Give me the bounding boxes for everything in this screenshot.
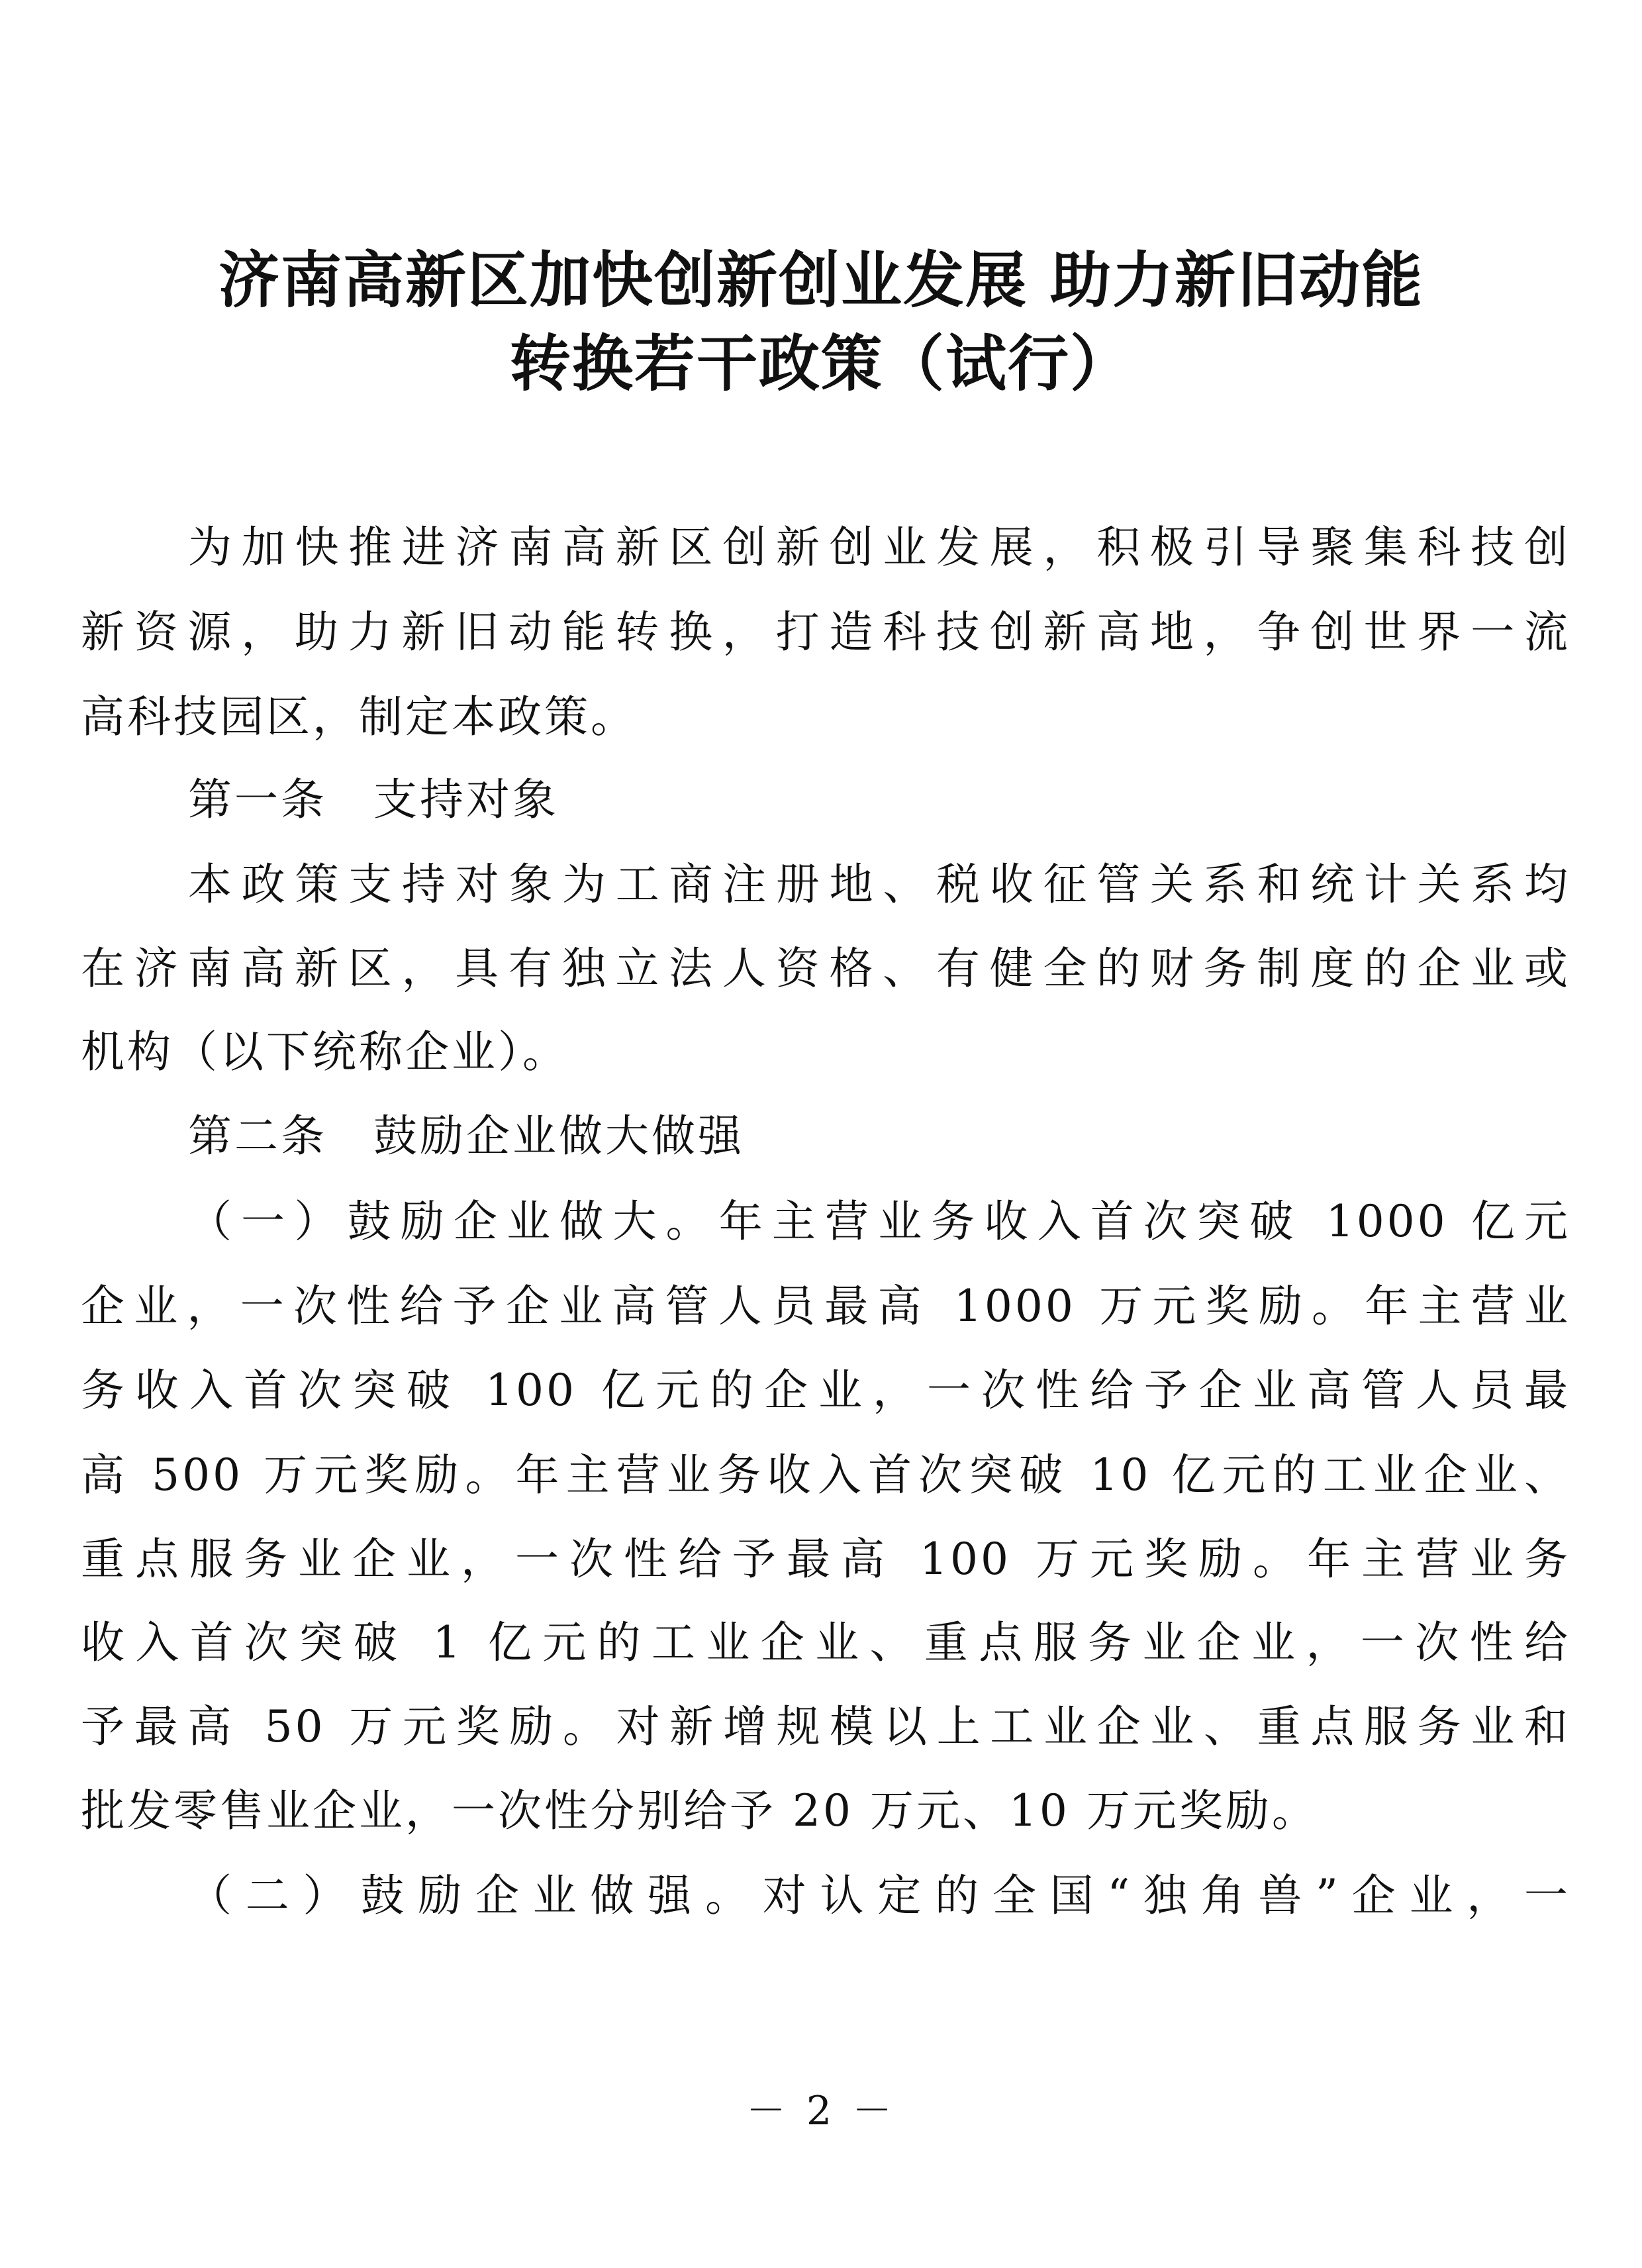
- paragraph-line: 在济南高新区，具有独立法人资格、有健全的财务制度的企业或: [81, 943, 1570, 994]
- document-title-line-1: 济南高新区加快创新创业发展 助力新旧动能: [218, 245, 1424, 316]
- document-title-line-2: 转换若干政策（试行）: [509, 328, 1132, 399]
- paragraph-line: 务收入首次突破 100 亿元的企业，一次性给予企业高管人员最: [81, 1365, 1570, 1416]
- paragraph-line: 机构（以下统称企业）。: [81, 1026, 569, 1077]
- section-heading: 第二条 鼓励企业做大做强: [188, 1110, 744, 1161]
- paragraph-line: 新资源，助力新旧动能转换，打造科技创新高地，争创世界一流: [81, 607, 1570, 658]
- paragraph-line: 予最高 50 万元奖励。对新增规模以上工业企业、重点服务业和: [81, 1701, 1570, 1752]
- paragraph-line: （一）鼓励企业做大。年主营业务收入首次突破 1000 亿元: [188, 1196, 1570, 1247]
- paragraph-line: （二）鼓励企业做强。对认定的全国“独角兽”企业，一: [188, 1870, 1570, 1921]
- paragraph-line: 高科技园区，制定本政策。: [81, 691, 637, 742]
- paragraph-line: 为加快推进济南高新区创新创业发展，积极引导聚集科技创: [188, 522, 1570, 573]
- paragraph-line: 本政策支持对象为工商注册地、税收征管关系和统计关系均: [188, 859, 1570, 910]
- paragraph-line: 收入首次突破 1 亿元的工业企业、重点服务业企业，一次性给: [81, 1617, 1570, 1668]
- paragraph-line: 批发零售业企业，一次性分别给予 20 万元、10 万元奖励。: [81, 1785, 1318, 1836]
- section-heading: 第一条 支持对象: [188, 774, 559, 825]
- page-number: － 2 －: [746, 2088, 896, 2134]
- paragraph-line: 企业，一次性给予企业高管人员最高 1000 万元奖励。年主营业: [81, 1281, 1570, 1332]
- paragraph-line: 重点服务业企业，一次性给予最高 100 万元奖励。年主营业务: [81, 1534, 1570, 1585]
- paragraph-line: 高 500 万元奖励。年主营业务收入首次突破 10 亿元的工业企业、: [81, 1450, 1570, 1501]
